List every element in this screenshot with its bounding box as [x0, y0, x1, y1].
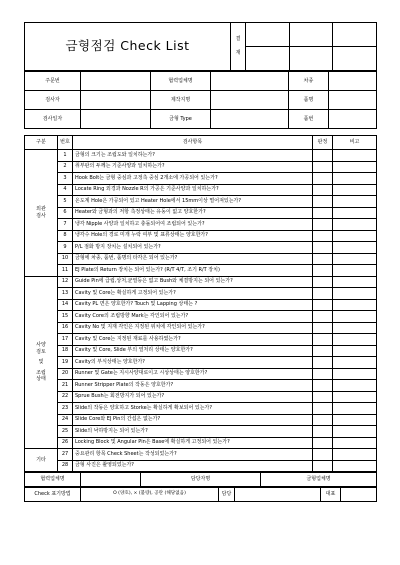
item-number: 5 — [58, 196, 73, 208]
item-text: Locking Block 및 Angular Pin은 Base에 확실하게 고정되어 있는가? — [73, 437, 313, 449]
remark-cell[interactable] — [333, 230, 377, 242]
judge-cell[interactable] — [313, 242, 333, 254]
group-state-line: 검토 — [36, 348, 46, 355]
item-text: 금형 사진은 촬영되었는가? — [73, 460, 313, 472]
method-label: Check 표기방법 — [25, 488, 81, 502]
check-row — [25, 426, 377, 438]
remark-cell[interactable] — [333, 219, 377, 231]
remark-cell[interactable] — [333, 196, 377, 208]
remark-cell[interactable] — [333, 368, 377, 380]
info-value[interactable] — [81, 72, 151, 91]
item-number: 24 — [58, 414, 73, 426]
item-number: 21 — [58, 380, 73, 392]
item-text: Slide의 낙하방지는 되어 있는가? — [73, 426, 313, 438]
item-number: 19 — [58, 357, 73, 369]
remark-cell[interactable] — [333, 403, 377, 415]
check-list-sheet — [24, 22, 376, 502]
judge-cell[interactable] — [313, 207, 333, 219]
group-other-label: 기타 — [25, 449, 58, 472]
remark-cell[interactable] — [333, 150, 377, 162]
remark-cell[interactable] — [333, 299, 377, 311]
judge-cell[interactable] — [313, 426, 333, 438]
item-text: 중요관리 항목 Check Sheet는 작성되었는가? — [73, 449, 313, 461]
header-no: 번호 — [58, 136, 73, 150]
item-number: 22 — [58, 391, 73, 403]
item-text: P/L 점화 방지 장치는 설치되어 있는가? — [73, 242, 313, 254]
check-row — [25, 299, 377, 311]
item-number: 4 — [58, 184, 73, 196]
check-row — [25, 414, 377, 426]
approval-box[interactable] — [290, 47, 333, 71]
info-label: 검사자 — [25, 91, 81, 110]
remark-cell[interactable] — [333, 380, 377, 392]
item-number: 18 — [58, 345, 73, 357]
remark-cell[interactable] — [333, 161, 377, 173]
check-row — [25, 334, 377, 346]
item-number: 20 — [58, 368, 73, 380]
judge-cell[interactable] — [313, 184, 333, 196]
info-value[interactable] — [81, 110, 151, 129]
check-row — [25, 345, 377, 357]
item-number: 7 — [58, 219, 73, 231]
owner-label: 담당 — [219, 488, 235, 502]
check-row — [25, 449, 377, 461]
check-row — [25, 460, 377, 472]
item-text: Cavity 및 Core는 확실하게 고정되어 있는가? — [73, 288, 313, 300]
item-number: 26 — [58, 437, 73, 449]
remark-cell[interactable] — [333, 173, 377, 185]
item-text: Heater와 금형과의 저항 측정상태는 유동이 없고 양호한가? — [73, 207, 313, 219]
group-state-line: 및 — [38, 359, 44, 365]
remark-cell[interactable] — [333, 242, 377, 254]
remark-cell[interactable] — [333, 322, 377, 334]
judge-cell[interactable] — [313, 345, 333, 357]
item-text: 금형의 크기는 조립도와 일치하는가? — [73, 150, 313, 162]
item-number: 15 — [58, 311, 73, 323]
date-value[interactable] — [341, 488, 377, 502]
item-text: Cavity Core의 조립방향 Mark는 각인되어 있는가? — [73, 311, 313, 323]
judge-cell[interactable] — [313, 414, 333, 426]
group-state-line: 사양 — [36, 342, 46, 348]
check-row — [25, 219, 377, 231]
judge-cell[interactable] — [313, 265, 333, 277]
item-number: 2 — [58, 161, 73, 173]
check-row — [25, 242, 377, 254]
header-item: 검사항목 — [73, 136, 313, 150]
group-state-line: 상태 — [36, 376, 46, 382]
method-text: O (양호), × (불량), 공란 (해당없음) — [81, 488, 219, 502]
remark-cell[interactable] — [333, 437, 377, 449]
item-text: Runner 및 Gate는 지시사양대로이고 시상상태는 양호한가? — [73, 368, 313, 380]
judge-cell[interactable] — [313, 173, 333, 185]
remark-cell[interactable] — [333, 253, 377, 265]
remark-cell[interactable] — [333, 334, 377, 346]
check-table — [24, 135, 377, 472]
footer-table-2 — [24, 487, 377, 502]
footer-mold-company-label: 금형업체명 — [261, 473, 377, 487]
footer-table — [24, 472, 377, 487]
check-row — [25, 184, 377, 196]
date-label: 대표 — [321, 488, 341, 502]
info-value[interactable] — [81, 91, 151, 110]
judge-cell[interactable] — [313, 368, 333, 380]
judge-cell[interactable] — [313, 460, 333, 472]
approval-box[interactable] — [246, 47, 290, 71]
remark-cell[interactable] — [333, 311, 377, 323]
check-row — [25, 380, 377, 392]
group-state-label — [25, 276, 58, 449]
info-label: 협력업체명 — [151, 72, 211, 91]
title-table — [24, 22, 377, 71]
check-row — [25, 311, 377, 323]
judge-cell[interactable] — [313, 219, 333, 231]
item-number: 23 — [58, 403, 73, 415]
info-value[interactable] — [211, 91, 289, 110]
approval-box[interactable] — [333, 47, 377, 71]
check-row — [25, 368, 377, 380]
remark-cell[interactable] — [333, 207, 377, 219]
page-title: 금형점검 Check List — [25, 23, 231, 71]
item-text: Runner Stripper Plate의 작동은 양호한가? — [73, 380, 313, 392]
remark-cell[interactable] — [333, 288, 377, 300]
item-text: 금형에 차종, 품번, 품명의 타각은 되어 있는가? — [73, 253, 313, 265]
item-number: 6 — [58, 207, 73, 219]
item-text: Cavity의 부식상태는 양호한가? — [73, 357, 313, 369]
judge-cell[interactable] — [313, 437, 333, 449]
item-number: 27 — [58, 449, 73, 461]
remark-cell[interactable] — [333, 426, 377, 438]
remark-cell[interactable] — [333, 184, 377, 196]
item-number: 8 — [58, 230, 73, 242]
approval-box[interactable] — [290, 23, 333, 47]
judge-cell[interactable] — [313, 276, 333, 288]
item-text: 냉각수 Hole의 경로 미개 누락 여부 및 표류상태는 양호한가? — [73, 230, 313, 242]
item-number: 16 — [58, 322, 73, 334]
item-text: Locate Ring 외경과 Nozzle R의 가공은 기준사양과 일치하는가? — [73, 184, 313, 196]
check-row — [25, 265, 377, 277]
judge-cell[interactable] — [313, 403, 333, 415]
approval-label: 결 재 — [231, 23, 246, 71]
item-number: 1 — [58, 150, 73, 162]
judge-cell[interactable] — [313, 150, 333, 162]
remark-cell[interactable] — [333, 276, 377, 288]
item-number: 11 — [58, 265, 73, 277]
check-row — [25, 230, 377, 242]
judge-cell[interactable] — [313, 449, 333, 461]
header-category: 구분 — [25, 136, 58, 150]
remark-cell[interactable] — [333, 391, 377, 403]
item-text: Sprue Bush는 회전방지가 되어 있는가? — [73, 391, 313, 403]
header-judge: 판정 — [313, 136, 333, 150]
check-row — [25, 253, 377, 265]
remark-cell[interactable] — [333, 414, 377, 426]
judge-cell[interactable] — [313, 334, 333, 346]
judge-cell[interactable] — [313, 253, 333, 265]
footer-company-label: 협력업체명 — [25, 473, 81, 487]
judge-cell[interactable] — [313, 299, 333, 311]
check-row — [25, 357, 377, 369]
judge-cell[interactable] — [313, 196, 333, 208]
info-label: 검사일자 — [25, 110, 81, 129]
remark-cell[interactable] — [333, 265, 377, 277]
remark-cell[interactable] — [333, 460, 377, 472]
info-label: 제작지명 — [151, 91, 211, 110]
info-label: 금형 Type — [151, 110, 211, 129]
info-value[interactable] — [329, 110, 377, 129]
item-number: 13 — [58, 288, 73, 300]
judge-cell[interactable] — [313, 391, 333, 403]
item-text: Cavity PL 면은 양호한가? Touch 및 Lapping 상태는 ? — [73, 299, 313, 311]
judge-cell[interactable] — [313, 380, 333, 392]
item-text: Slide Core와 EJ Pin의 간섭은 없는가? — [73, 414, 313, 426]
judge-cell[interactable] — [313, 322, 333, 334]
info-value[interactable] — [211, 72, 289, 91]
group-outer-label: 외관 검사 — [25, 150, 58, 277]
check-row — [25, 196, 377, 208]
item-text: Cavity 및 Core는 지정된 재료를 사용하였는가? — [73, 334, 313, 346]
check-row — [25, 322, 377, 334]
header-remark: 비고 — [333, 136, 377, 150]
check-row — [25, 161, 377, 173]
remark-cell[interactable] — [333, 357, 377, 369]
item-number: 28 — [58, 460, 73, 472]
item-number: 14 — [58, 299, 73, 311]
item-number: 25 — [58, 426, 73, 438]
remark-cell[interactable] — [333, 449, 377, 461]
item-text: Slide의 작동은 양호하고 Storke는 확실하게 확보되어 있는가? — [73, 403, 313, 415]
check-row — [25, 437, 377, 449]
info-label: 품명 — [289, 91, 329, 110]
item-text: 온도계 Hole은 가공되어 있고 Heater Hole에서 15mm이상 떨어져있는가? — [73, 196, 313, 208]
item-number: 3 — [58, 173, 73, 185]
remark-cell[interactable] — [333, 345, 377, 357]
item-text: Guide Pin에 급립,상처,균열등은 없고 Bush와 체결방지는 되어 있는가? — [73, 276, 313, 288]
info-value[interactable] — [211, 110, 289, 129]
info-label: 차종 — [289, 72, 329, 91]
info-label: 품번 — [289, 110, 329, 129]
owner-value[interactable] — [235, 488, 321, 502]
item-text: EJ Plate의 Return 장치는 되어 있는가? (R/T 4/T, 조기 R/T 장치) — [73, 265, 313, 277]
judge-cell[interactable] — [313, 311, 333, 323]
item-number: 12 — [58, 276, 73, 288]
info-table — [24, 71, 377, 129]
item-text: 냉각 Nipple 사양과 일치하고 충돌되어여 조립되어 있는가? — [73, 219, 313, 231]
item-number: 10 — [58, 253, 73, 265]
item-number: 17 — [58, 334, 73, 346]
check-row — [25, 288, 377, 300]
check-row — [25, 276, 377, 288]
info-value[interactable] — [329, 91, 377, 110]
check-row — [25, 207, 377, 219]
judge-cell[interactable] — [313, 288, 333, 300]
item-number: 9 — [58, 242, 73, 254]
item-text: Hook Bolt는 금형 중심과 고정측 중심 2개소에 가공되어 있는가? — [73, 173, 313, 185]
item-text: 취부판의 두께는 기준사양과 일치하는가? — [73, 161, 313, 173]
check-row — [25, 150, 377, 162]
footer-company-value[interactable] — [81, 473, 141, 487]
check-row — [25, 173, 377, 185]
footer-contact-label: 담당자명 — [141, 473, 261, 487]
judge-cell[interactable] — [313, 230, 333, 242]
info-value[interactable] — [329, 72, 377, 91]
approval-box[interactable] — [333, 23, 377, 47]
item-text: Cavity 및 Core, Slide 부의 열처리 상태는 양호한가? — [73, 345, 313, 357]
judge-cell[interactable] — [313, 161, 333, 173]
item-text: Cavity No 및 지재 각인은 지정된 위치에 각인되어 있는가? — [73, 322, 313, 334]
check-row — [25, 403, 377, 415]
approval-box[interactable] — [246, 23, 290, 47]
group-state-line: 조립 — [36, 369, 46, 376]
check-row — [25, 391, 377, 403]
judge-cell[interactable] — [313, 357, 333, 369]
info-label: 주문번 — [25, 72, 81, 91]
